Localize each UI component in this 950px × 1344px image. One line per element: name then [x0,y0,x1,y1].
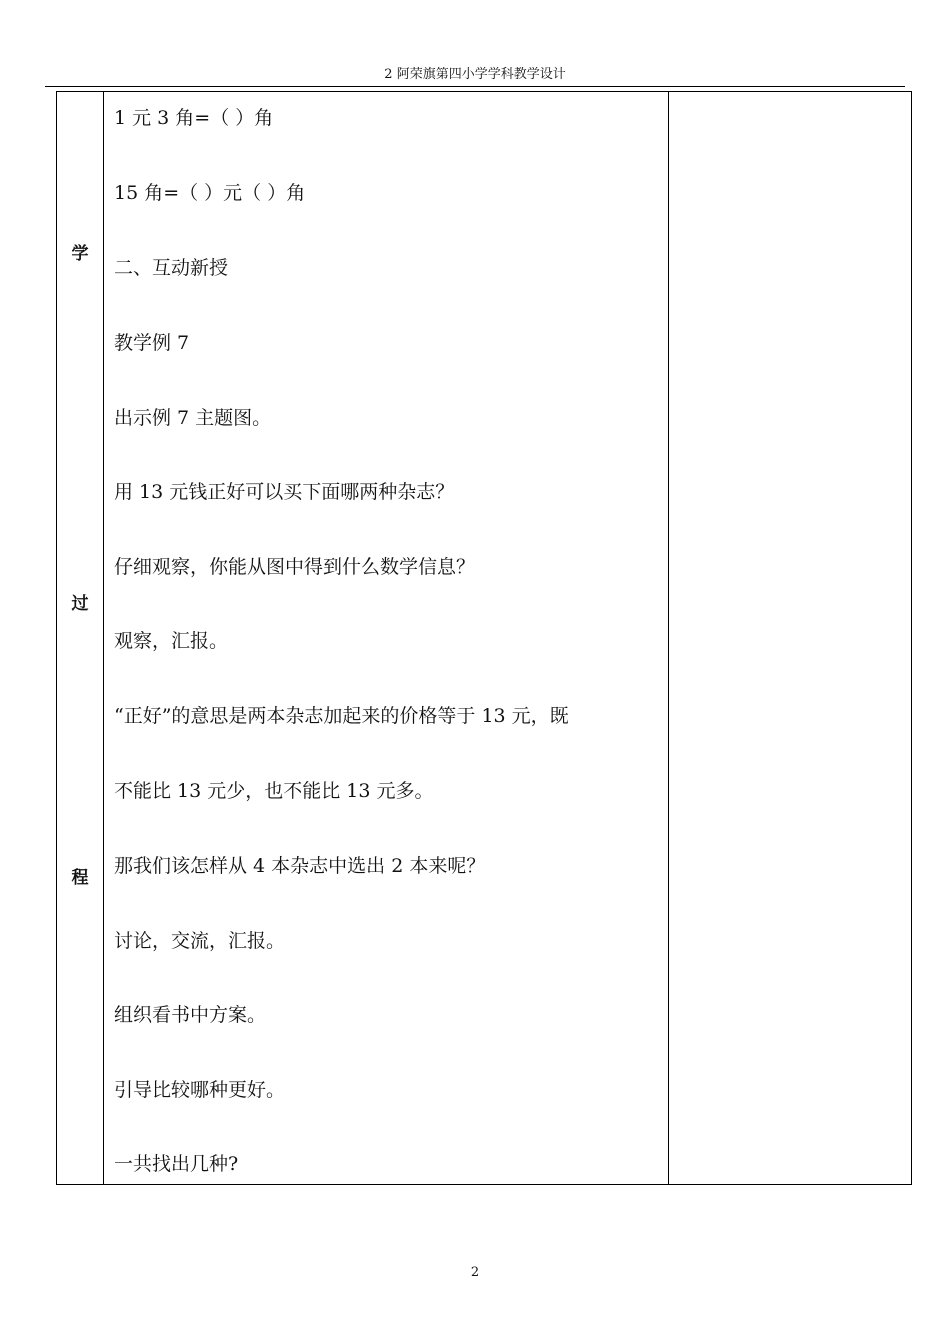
content-line: 那我们该怎样从 4 本杂志中选出 2 本来呢？ [114,855,486,877]
content-line: 仔细观察，你能从图中得到什么数学信息？ [114,556,476,578]
content-line: 组织看书中方案。 [114,1004,267,1026]
content-line: 用 13 元钱正好可以买下面哪两种杂志？ [114,481,455,503]
content-line: 二、互动新授 [114,257,229,279]
content-line: 一共找出几种? [114,1153,239,1175]
notes-column [669,92,911,1184]
lesson-table [56,91,912,1185]
content-line: 引导比较哪种更好。 [114,1079,286,1101]
page-header: 2 阿荣旗第四小学学科教学设计 [384,67,566,82]
content-line: 出示例 7 主题图。 [114,407,272,429]
side-label-guo: 过 [71,594,89,614]
content-line: 15 角=（ ）元（ ）角 [114,182,306,204]
content-line: “正好”的意思是两本杂志加起来的价格等于 13 元，既 [114,705,569,727]
content-line: 1 元 3 角=（ ）角 [114,107,274,129]
content-line: 讨论，交流，汇报。 [114,930,286,952]
header-rule [45,86,905,87]
side-label-xue: 学 [71,244,89,264]
page-number: 2 [470,1265,480,1280]
content-line: 不能比 13 元少，也不能比 13 元多。 [114,780,434,802]
side-label-column [57,92,104,1184]
side-label-cheng: 程 [71,868,89,888]
content-line: 观察，汇报。 [114,630,229,652]
content-line: 教学例 7 [114,332,190,354]
content-column [104,92,669,1184]
